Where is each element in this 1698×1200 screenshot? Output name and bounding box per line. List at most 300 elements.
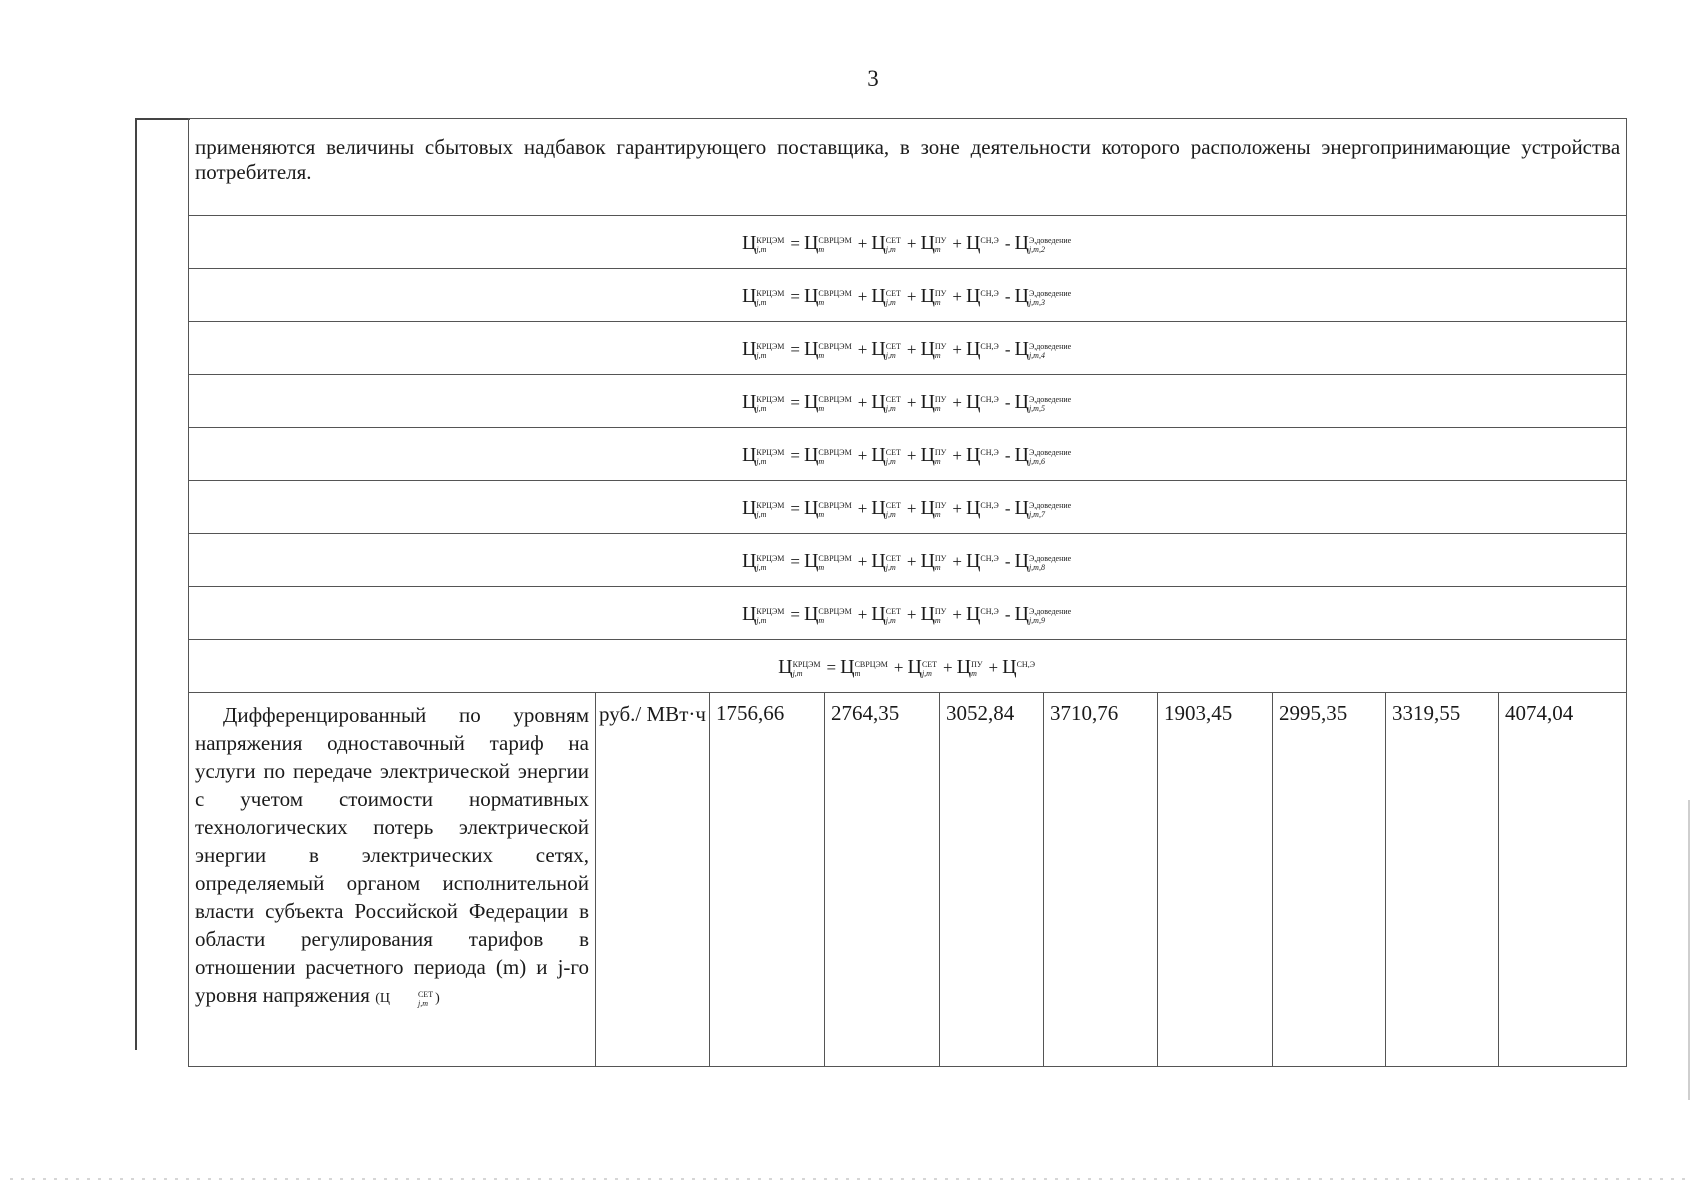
formula-term-svrcem-subscript: m xyxy=(818,244,825,254)
price-formula xyxy=(778,656,1037,679)
tariff-description: Дифференцированный по уровням напряжения одноставочный тариф на услуги по передаче электрической энергии с учетом стоимости нормативных технологических потерь электрической энергии в электрических сетях, определяемый органом исполнительной власти субъекта Российской Федерации в области регулирования тарифов в отношении расчетного периода (m) и j-го уровня напряжения xyxy=(195,703,589,1007)
formula-term-svrcem-superscript: СВРЦЭМ xyxy=(854,659,888,669)
formula-term-svrcem xyxy=(803,231,854,254)
formula-term-svrcem-superscript: СВРЦЭМ xyxy=(818,447,852,457)
formula-term-set xyxy=(871,602,903,625)
formula-lhs xyxy=(741,390,786,413)
formula-lhs-subscript: j,m xyxy=(756,350,767,360)
formula-equals: = xyxy=(790,233,800,253)
formula-term-set-superscript: СЕТ xyxy=(885,606,901,616)
formula-term-pu-superscript: ПУ xyxy=(934,553,947,563)
formula-term-dovedenie xyxy=(1014,337,1073,360)
formula-term-set-superscript: СЕТ xyxy=(885,288,901,298)
formula-term-pu xyxy=(920,231,948,254)
formula-term-set-superscript: СЕТ xyxy=(885,553,901,563)
formula-lhs-superscript: КРЦЭМ xyxy=(756,500,785,510)
formula-equals: = xyxy=(826,657,837,677)
formula-term-pu-subscript: m xyxy=(934,615,941,625)
formula-term-dovedenie-superscript: Э,доведение xyxy=(1028,447,1072,457)
formula-row xyxy=(189,216,1627,269)
formula-term-pu-symbol: Ц xyxy=(920,390,935,413)
formula-lhs-subscript: j,m xyxy=(756,615,767,625)
formula-lhs-subscript: j,m xyxy=(756,456,767,466)
formula-lhs-symbol: Ц xyxy=(741,390,757,413)
formula-term-svrcem-subscript: m xyxy=(818,297,825,307)
formula-plus: + xyxy=(893,657,904,677)
formula-lhs-superscript: КРЦЭМ xyxy=(756,447,785,457)
formula-term-sne-symbol: Ц xyxy=(965,443,981,466)
formula-lhs-symbol: Ц xyxy=(741,496,757,519)
formula-term-pu-subscript: m xyxy=(934,350,941,360)
formula-term-pu-subscript: m xyxy=(934,297,941,307)
formula-plus: + xyxy=(952,551,962,571)
formula-minus: - xyxy=(1004,392,1011,412)
formula-term-sne-subscript xyxy=(980,616,998,625)
formula-term-sne-symbol: Ц xyxy=(1002,655,1017,678)
formula-term-svrcem-symbol: Ц xyxy=(803,231,819,254)
table-outer-border-top xyxy=(135,118,190,120)
formula-term-svrcem-symbol: Ц xyxy=(803,496,819,519)
price-formula xyxy=(742,497,1073,520)
formula-term-dovedenie-subscript: j,m,5 xyxy=(1028,403,1045,413)
tariff-value-cell: 4074,04 xyxy=(1499,693,1627,1067)
formula-term-dovedenie-symbol: Ц xyxy=(1014,602,1029,625)
formula-term-dovedenie-subscript: j,m,9 xyxy=(1028,615,1045,625)
formula-term-dovedenie-superscript: Э,доведение xyxy=(1028,341,1072,351)
formula-term-sne xyxy=(965,549,1001,572)
scan-edge-mark xyxy=(1688,800,1690,1100)
formula-term-set xyxy=(907,655,939,678)
formula-term-set-subscript: j,m xyxy=(885,350,896,360)
formula-term-dovedenie xyxy=(1014,231,1073,254)
formula-term-sne xyxy=(965,496,1001,519)
formula-term-svrcem-symbol: Ц xyxy=(840,655,855,678)
formula-term-pu-symbol: Ц xyxy=(920,549,935,572)
formula-minus: - xyxy=(1004,286,1011,306)
formula-term-pu-symbol: Ц xyxy=(956,655,972,678)
formula-lhs-symbol: Ц xyxy=(741,549,757,572)
formula-lhs xyxy=(741,496,786,519)
formula-term-pu-symbol: Ц xyxy=(920,602,935,625)
tariff-description-cell xyxy=(189,693,596,1067)
formula-row xyxy=(189,322,1627,375)
formula-term-pu-subscript: m xyxy=(934,244,941,254)
formula-lhs-superscript: КРЦЭМ xyxy=(756,235,785,245)
tariff-symbol-letter: (Ц xyxy=(375,991,390,1006)
formula-term-sne-symbol: Ц xyxy=(965,284,981,307)
formula-term-dovedenie-superscript: Э,доведение xyxy=(1028,235,1072,245)
formula-term-pu xyxy=(920,443,948,466)
formula-cell xyxy=(189,640,1627,693)
formula-term-pu-superscript: ПУ xyxy=(934,606,947,616)
formula-term-svrcem-symbol: Ц xyxy=(803,443,819,466)
formula-term-sne-superscript: СН,Э xyxy=(980,553,999,563)
formula-term-sne xyxy=(965,231,1001,254)
formula-cell xyxy=(189,322,1627,375)
formula-lhs-superscript: КРЦЭМ xyxy=(756,553,785,563)
tariff-value-cell: 2995,35 xyxy=(1273,693,1386,1067)
formula-term-pu xyxy=(920,284,948,307)
price-formula xyxy=(742,444,1073,467)
formula-term-pu-subscript: m xyxy=(934,403,941,413)
price-formula xyxy=(742,285,1073,308)
formula-term-pu xyxy=(920,496,948,519)
formula-term-pu-superscript: ПУ xyxy=(934,288,947,298)
formula-cell xyxy=(189,216,1627,269)
formula-term-svrcem xyxy=(803,390,854,413)
formula-lhs-subscript: j,m xyxy=(756,562,767,572)
formula-term-dovedenie-symbol: Ц xyxy=(1014,337,1029,360)
table-outer-border-left xyxy=(135,118,137,1050)
formula-term-pu-subscript: m xyxy=(971,668,977,678)
tariff-symbol-subscript: j,m xyxy=(417,998,428,1008)
formula-term-set-symbol: Ц xyxy=(871,549,886,572)
formula-row xyxy=(189,375,1627,428)
formula-term-svrcem-subscript: m xyxy=(818,350,825,360)
formula-lhs xyxy=(741,443,786,466)
formula-lhs xyxy=(741,549,786,572)
formula-term-svrcem-symbol: Ц xyxy=(803,337,819,360)
formula-term-sne xyxy=(965,337,1001,360)
tariff-table xyxy=(188,118,1627,1067)
formula-term-pu xyxy=(920,549,948,572)
intro-row xyxy=(189,119,1627,216)
formula-term-set-superscript: СЕТ xyxy=(885,447,901,457)
formula-lhs xyxy=(741,602,786,625)
formula-term-svrcem-symbol: Ц xyxy=(803,549,819,572)
formula-plus: + xyxy=(906,604,917,624)
formula-term-svrcem-superscript: СВРЦЭМ xyxy=(818,341,852,351)
formula-term-svrcem xyxy=(803,549,854,572)
formula-term-pu xyxy=(920,390,948,413)
formula-plus: + xyxy=(906,498,917,518)
formula-plus: + xyxy=(857,233,868,253)
formula-equals: = xyxy=(790,392,800,412)
formula-term-svrcem-subscript: m xyxy=(818,509,825,519)
formula-plus: + xyxy=(952,392,962,412)
formula-minus: - xyxy=(1004,233,1011,253)
formula-plus: + xyxy=(857,445,868,465)
formula-term-sne-subscript xyxy=(980,245,998,254)
formula-term-pu-subscript: m xyxy=(934,456,941,466)
formula-term-svrcem xyxy=(803,496,854,519)
formula-lhs-symbol: Ц xyxy=(741,231,757,254)
formula-term-pu-subscript: m xyxy=(934,562,941,572)
formula-term-dovedenie-superscript: Э,доведение xyxy=(1028,288,1072,298)
tariff-symbol xyxy=(375,991,440,1006)
formula-term-dovedenie-symbol: Ц xyxy=(1014,496,1029,519)
formula-plus: + xyxy=(906,551,917,571)
formula-plus: + xyxy=(952,339,962,359)
tariff-value-cell: 1756,66 xyxy=(710,693,825,1067)
formula-term-set xyxy=(871,284,903,307)
tariff-value-cell: 1903,45 xyxy=(1158,693,1273,1067)
formula-term-sne-subscript xyxy=(1017,669,1035,678)
formula-minus: - xyxy=(1004,445,1011,465)
formula-plus: + xyxy=(988,657,999,677)
formula-lhs-superscript: КРЦЭМ xyxy=(756,288,785,298)
formula-plus: + xyxy=(857,392,868,412)
formula-term-sne xyxy=(965,443,1001,466)
formula-term-set-subscript: j,m xyxy=(885,456,896,466)
formula-term-dovedenie-symbol: Ц xyxy=(1014,549,1029,572)
price-formula xyxy=(742,550,1073,573)
formula-term-svrcem-subscript: m xyxy=(818,615,825,625)
formula-term-set xyxy=(871,549,903,572)
tariff-value-cell: 2764,35 xyxy=(825,693,940,1067)
formula-cell xyxy=(189,428,1627,481)
tariff-value-cell: 3710,76 xyxy=(1044,693,1158,1067)
formula-lhs-subscript: j,m xyxy=(756,509,767,519)
formula-term-set-superscript: СЕТ xyxy=(885,341,901,351)
formula-term-pu-superscript: ПУ xyxy=(934,235,947,245)
formula-term-sne-subscript xyxy=(980,510,998,519)
formula-term-sne-superscript: СН,Э xyxy=(980,235,999,245)
formula-term-set-symbol: Ц xyxy=(871,602,886,625)
formula-term-dovedenie xyxy=(1014,443,1073,466)
unit-cell: руб./ МВт·ч xyxy=(596,693,710,1067)
formula-lhs-superscript: КРЦЭМ xyxy=(756,394,785,404)
formula-term-set-symbol: Ц xyxy=(871,231,886,254)
formula-term-sne-subscript xyxy=(980,351,998,360)
formula-term-sne xyxy=(1002,655,1037,678)
formula-term-set-subscript: j,m xyxy=(885,562,896,572)
formula-lhs-symbol: Ц xyxy=(741,602,757,625)
formula-lhs-superscript: КРЦЭМ xyxy=(756,606,785,616)
formula-term-set xyxy=(871,231,903,254)
price-formula xyxy=(742,391,1073,414)
formula-term-set-subscript: j,m xyxy=(921,668,932,678)
formula-equals: = xyxy=(790,445,800,465)
formula-plus: + xyxy=(857,604,868,624)
formula-term-sne xyxy=(965,284,1001,307)
formula-term-set-symbol: Ц xyxy=(871,496,886,519)
formula-row xyxy=(189,534,1627,587)
tariff-symbol-close: ) xyxy=(435,991,440,1006)
formula-cell xyxy=(189,481,1627,534)
formula-row xyxy=(189,269,1627,322)
formula-term-dovedenie-superscript: Э,доведение xyxy=(1028,553,1072,563)
formula-lhs xyxy=(741,284,786,307)
formula-term-sne-superscript: СН,Э xyxy=(980,394,999,404)
formula-term-set-superscript: СЕТ xyxy=(885,500,901,510)
formula-equals: = xyxy=(790,498,800,518)
formula-term-pu xyxy=(956,655,985,678)
formula-term-pu-symbol: Ц xyxy=(920,496,935,519)
formula-term-svrcem-subscript: m xyxy=(854,668,861,678)
scan-artifact-dots xyxy=(10,1178,1688,1180)
formula-lhs-superscript: КРЦЭМ xyxy=(756,341,785,351)
formula-term-sne-subscript xyxy=(980,457,998,466)
formula-term-sne xyxy=(965,602,1001,625)
formula-row xyxy=(189,481,1627,534)
formula-term-dovedenie-subscript: j,m,2 xyxy=(1028,244,1045,254)
formula-term-dovedenie-symbol: Ц xyxy=(1014,284,1029,307)
formula-term-sne-symbol: Ц xyxy=(965,231,981,254)
formula-plus: + xyxy=(952,498,962,518)
formula-cell xyxy=(189,269,1627,322)
formula-term-dovedenie-symbol: Ц xyxy=(1014,443,1029,466)
formula-term-set-symbol: Ц xyxy=(871,284,886,307)
formula-term-dovedenie-subscript: j,m,6 xyxy=(1028,456,1045,466)
formula-term-sne xyxy=(965,390,1001,413)
formula-term-sne-superscript: СН,Э xyxy=(980,447,999,457)
formula-plus: + xyxy=(857,286,868,306)
formula-lhs xyxy=(778,655,822,678)
formula-lhs-symbol: Ц xyxy=(778,655,793,678)
formula-term-sne-symbol: Ц xyxy=(965,602,981,625)
formula-lhs-superscript: КРЦЭМ xyxy=(792,659,821,669)
formula-term-dovedenie xyxy=(1014,549,1073,572)
price-formula xyxy=(742,338,1073,361)
formula-term-dovedenie xyxy=(1014,284,1073,307)
formula-term-pu-superscript: ПУ xyxy=(934,500,947,510)
formula-term-dovedenie-subscript: j,m,7 xyxy=(1028,509,1045,519)
formula-term-dovedenie xyxy=(1014,496,1073,519)
formula-term-sne-symbol: Ц xyxy=(965,549,981,572)
formula-lhs xyxy=(741,337,786,360)
formula-term-set-subscript: j,m xyxy=(885,403,896,413)
formula-term-svrcem-symbol: Ц xyxy=(803,284,819,307)
formula-term-dovedenie-symbol: Ц xyxy=(1014,231,1029,254)
formula-term-pu-superscript: ПУ xyxy=(934,394,947,404)
formula-lhs-subscript: j,m xyxy=(792,668,803,678)
formula-term-svrcem xyxy=(803,284,854,307)
formula-lhs-subscript: j,m xyxy=(756,297,767,307)
formula-term-pu-symbol: Ц xyxy=(920,337,935,360)
formula-term-svrcem-superscript: СВРЦЭМ xyxy=(818,500,852,510)
formula-term-dovedenie-superscript: Э,доведение xyxy=(1028,500,1072,510)
formula-term-pu-superscript: ПУ xyxy=(934,447,947,457)
formula-term-set xyxy=(871,443,903,466)
formula-minus: - xyxy=(1004,498,1011,518)
formula-term-pu-subscript: m xyxy=(934,509,941,519)
formula-term-dovedenie-subscript: j,m,8 xyxy=(1028,562,1045,572)
formula-term-set-symbol: Ц xyxy=(871,337,886,360)
formula-term-sne-symbol: Ц xyxy=(965,390,981,413)
formula-term-set xyxy=(871,337,903,360)
formula-term-set-subscript: j,m xyxy=(885,297,896,307)
formula-term-set xyxy=(871,390,903,413)
formula-term-set-symbol: Ц xyxy=(871,390,886,413)
formula-plus: + xyxy=(952,233,962,253)
formula-term-set-subscript: j,m xyxy=(885,509,896,519)
formula-term-set-subscript: j,m xyxy=(885,615,896,625)
formula-term-dovedenie-superscript: Э,доведение xyxy=(1028,394,1072,404)
tariff-row xyxy=(189,693,1627,1067)
formula-term-sne-subscript xyxy=(980,298,998,307)
formula-lhs xyxy=(741,231,786,254)
formula-term-pu-superscript: ПУ xyxy=(971,659,983,669)
formula-lhs-symbol: Ц xyxy=(741,284,757,307)
formula-row xyxy=(189,587,1627,640)
formula-term-dovedenie-subscript: j,m,4 xyxy=(1028,350,1045,360)
formula-plus: + xyxy=(857,551,868,571)
formula-term-sne-symbol: Ц xyxy=(965,496,981,519)
formula-term-sne-subscript xyxy=(980,404,998,413)
formula-term-svrcem-superscript: СВРЦЭМ xyxy=(818,288,852,298)
formula-term-svrcem-subscript: m xyxy=(818,403,825,413)
formula-term-sne-superscript: СН,Э xyxy=(980,606,999,616)
formula-lhs-symbol: Ц xyxy=(741,337,757,360)
page-number: 3 xyxy=(867,66,879,91)
formula-lhs-symbol: Ц xyxy=(741,443,757,466)
formula-plus: + xyxy=(952,604,962,624)
formula-term-set-superscript: СЕТ xyxy=(885,235,901,245)
formula-term-sne-symbol: Ц xyxy=(965,337,981,360)
formula-term-set xyxy=(871,496,903,519)
formula-term-dovedenie-superscript: Э,доведение xyxy=(1028,606,1072,616)
tariff-symbol-superscript: СЕТ xyxy=(417,989,434,999)
formula-term-sne-superscript: СН,Э xyxy=(980,500,999,510)
formula-plus: + xyxy=(906,392,917,412)
formula-equals: = xyxy=(790,551,800,571)
formula-equals: = xyxy=(790,286,800,306)
formula-term-sne-superscript: СН,Э xyxy=(980,288,999,298)
formula-term-set-symbol: Ц xyxy=(907,655,922,678)
formula-plus: + xyxy=(906,445,917,465)
formula-term-svrcem xyxy=(840,655,890,678)
formula-cell xyxy=(189,587,1627,640)
formula-term-pu xyxy=(920,602,948,625)
price-formula xyxy=(742,232,1073,255)
formula-term-set-symbol: Ц xyxy=(871,443,886,466)
formula-minus: - xyxy=(1004,551,1011,571)
formula-plus: + xyxy=(906,339,917,359)
formula-term-set-subscript: j,m xyxy=(885,244,896,254)
formula-row xyxy=(189,640,1627,693)
formula-term-sne-superscript: СН,Э xyxy=(980,341,999,351)
formula-cell xyxy=(189,534,1627,587)
formula-term-svrcem xyxy=(803,443,854,466)
formula-term-svrcem-superscript: СВРЦЭМ xyxy=(818,553,852,563)
formula-minus: - xyxy=(1004,339,1011,359)
formula-term-svrcem-subscript: m xyxy=(818,456,825,466)
formula-term-pu-superscript: ПУ xyxy=(934,341,947,351)
formula-term-svrcem-superscript: СВРЦЭМ xyxy=(818,606,852,616)
formula-equals: = xyxy=(790,604,800,624)
formula-term-dovedenie xyxy=(1014,390,1073,413)
formula-term-svrcem-superscript: СВРЦЭМ xyxy=(818,394,852,404)
formula-row xyxy=(189,428,1627,481)
formula-term-svrcem-symbol: Ц xyxy=(803,602,819,625)
formula-term-dovedenie-symbol: Ц xyxy=(1014,390,1029,413)
formula-plus: + xyxy=(952,445,962,465)
formula-term-svrcem xyxy=(803,602,854,625)
formula-term-sne-subscript xyxy=(980,563,998,572)
formula-plus: + xyxy=(943,657,953,677)
formula-term-pu xyxy=(920,337,948,360)
formula-term-dovedenie xyxy=(1014,602,1073,625)
formula-equals: = xyxy=(790,339,800,359)
formula-minus: - xyxy=(1004,604,1011,624)
formula-plus: + xyxy=(906,286,917,306)
formula-term-dovedenie-subscript: j,m,3 xyxy=(1028,297,1045,307)
formula-term-set-superscript: СЕТ xyxy=(921,659,938,669)
formula-term-svrcem xyxy=(803,337,854,360)
formula-term-pu-symbol: Ц xyxy=(920,231,935,254)
formula-plus: + xyxy=(857,498,868,518)
intro-text: применяются величины сбытовых надбавок гарантирующего поставщика, в зоне деятельности которого расположены энергопринимающие устройства потребителя. xyxy=(189,119,1627,216)
price-formula xyxy=(742,603,1073,626)
tariff-value-cell: 3052,84 xyxy=(940,693,1044,1067)
formula-term-pu-symbol: Ц xyxy=(920,284,935,307)
formula-term-sne-superscript: СН,Э xyxy=(1016,659,1035,669)
formula-term-svrcem-superscript: СВРЦЭМ xyxy=(818,235,852,245)
formula-term-svrcem-symbol: Ц xyxy=(803,390,819,413)
formula-term-set-superscript: СЕТ xyxy=(885,394,901,404)
formula-cell xyxy=(189,375,1627,428)
